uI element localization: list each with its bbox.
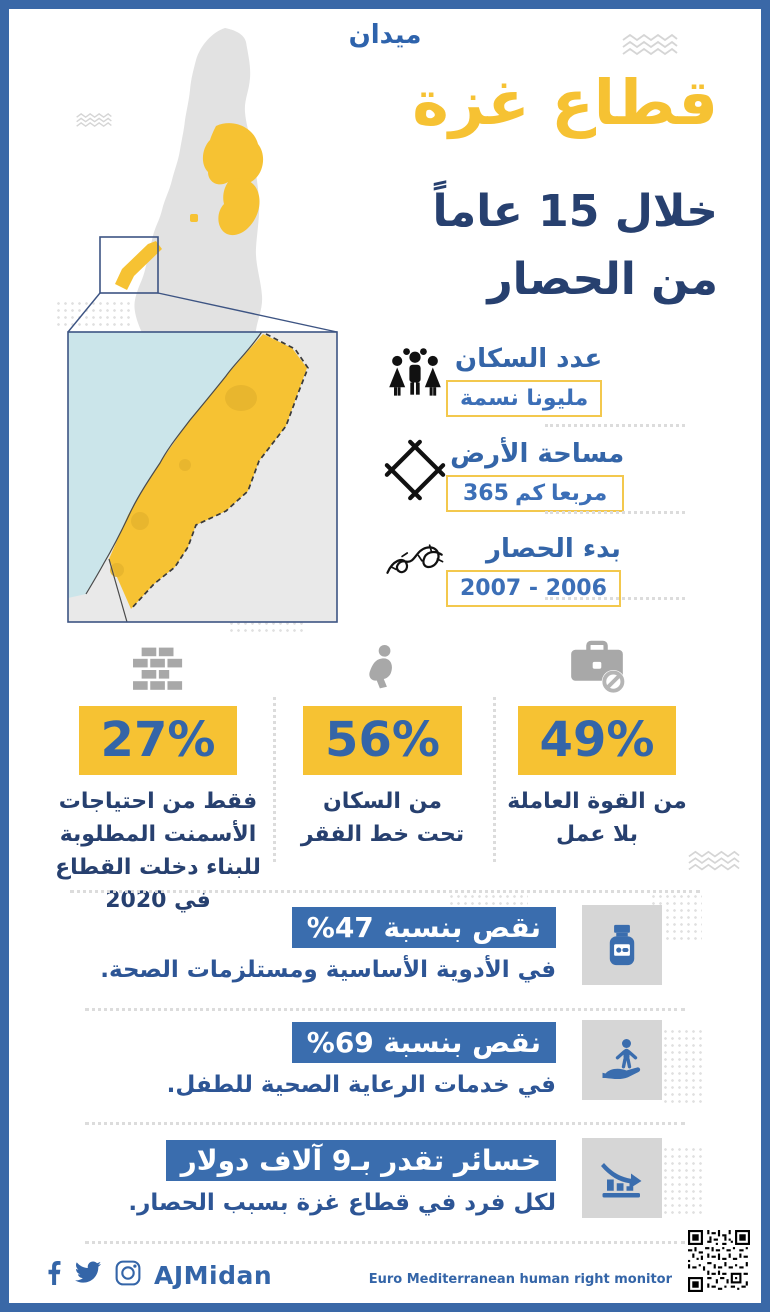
bricks-icon bbox=[52, 638, 264, 696]
instagram-icon[interactable] bbox=[115, 1260, 141, 1290]
page-title: قطاع غزة bbox=[412, 66, 718, 139]
social-bar bbox=[48, 1260, 272, 1290]
shortage-headline: خسائر تقدر بـ9 آلاف دولار bbox=[166, 1140, 556, 1181]
stat-description: من القوة العاملة بلا عمل bbox=[507, 788, 687, 847]
stat-description: فقط من احتياجات الأسمنت المطلوبة للبناء دخلت القطاع في 2020 bbox=[55, 788, 261, 913]
fact-label: مساحة الأرض bbox=[450, 439, 625, 469]
medicine-bottle-icon bbox=[582, 905, 662, 985]
stat-column-cement bbox=[52, 638, 264, 917]
fact-value bbox=[446, 475, 624, 512]
fact-value: 2006 - 2007 bbox=[446, 570, 621, 607]
fact-value-number: 365 bbox=[463, 481, 509, 506]
dotted-divider bbox=[85, 1122, 685, 1125]
shortage-row-losses bbox=[128, 1138, 662, 1218]
fact-label: بدء الحصار bbox=[486, 534, 621, 564]
shortage-row-child-care bbox=[167, 1020, 662, 1100]
stat-value-badge: 27% bbox=[79, 706, 238, 775]
qr-code bbox=[688, 1230, 750, 1292]
twitter-icon[interactable] bbox=[74, 1261, 102, 1289]
fact-label: عدد السكان bbox=[454, 344, 603, 374]
fact-value-unit: مربعا bbox=[550, 481, 608, 506]
halftone-dots-decoration bbox=[662, 1028, 702, 1106]
dotted-divider bbox=[545, 597, 685, 600]
page-subtitle-line1: خلال 15 عاماً bbox=[432, 186, 718, 237]
stat-column-poverty bbox=[280, 638, 485, 851]
halftone-dots-decoration bbox=[662, 1146, 702, 1218]
shortage-description: في الأدوية الأساسية ومستلزمات الصحة. bbox=[100, 957, 556, 983]
dotted-divider bbox=[85, 1241, 685, 1244]
economic-loss-icon bbox=[582, 1138, 662, 1218]
stat-column-unemployment bbox=[488, 638, 706, 851]
key-facts-section bbox=[348, 344, 648, 629]
dotted-column-divider bbox=[493, 697, 496, 862]
fact-row-land-area bbox=[348, 439, 648, 512]
zigzag-decoration bbox=[688, 850, 740, 874]
poverty-person-icon bbox=[280, 638, 485, 696]
population-icon bbox=[384, 344, 446, 417]
land-area-icon bbox=[384, 439, 446, 512]
midan-logo: ميدان bbox=[348, 20, 422, 50]
stat-description: من السكان تحت خط الفقر bbox=[300, 788, 465, 847]
shortage-headline: نقص بنسبة 69% bbox=[292, 1022, 556, 1063]
fact-row-population bbox=[348, 344, 648, 417]
fact-value: مليونا نسمة bbox=[446, 380, 602, 417]
stat-value-badge: 56% bbox=[303, 706, 462, 775]
dotted-divider bbox=[545, 511, 685, 514]
palestine-gaza-map bbox=[30, 18, 350, 630]
briefcase-no-work-icon bbox=[488, 638, 706, 696]
inset-connector-line bbox=[68, 293, 100, 332]
dotted-divider bbox=[70, 890, 700, 893]
facebook-icon[interactable] bbox=[48, 1261, 61, 1289]
dotted-column-divider bbox=[273, 697, 276, 862]
shortage-description: في خدمات الرعاية الصحية للطفل. bbox=[166, 1072, 556, 1098]
shortage-row-medicine bbox=[100, 905, 662, 985]
social-handle[interactable]: AJMidan bbox=[154, 1260, 273, 1290]
fact-value-unit: كم bbox=[514, 481, 545, 506]
barbed-wire-icon bbox=[384, 534, 446, 607]
shortage-headline: نقص بنسبة 47% bbox=[292, 907, 556, 948]
dotted-divider bbox=[85, 1008, 685, 1011]
page-subtitle-line2: من الحصار bbox=[487, 254, 718, 305]
stat-value-badge: 49% bbox=[518, 706, 677, 775]
shortage-description: لكل فرد في قطاع غزة بسبب الحصار. bbox=[128, 1190, 556, 1216]
child-care-icon bbox=[582, 1020, 662, 1100]
credit-text: Euro Mediterranean human right monitor bbox=[368, 1272, 672, 1287]
dotted-divider bbox=[545, 424, 685, 427]
gaza-inset-map bbox=[68, 330, 337, 622]
